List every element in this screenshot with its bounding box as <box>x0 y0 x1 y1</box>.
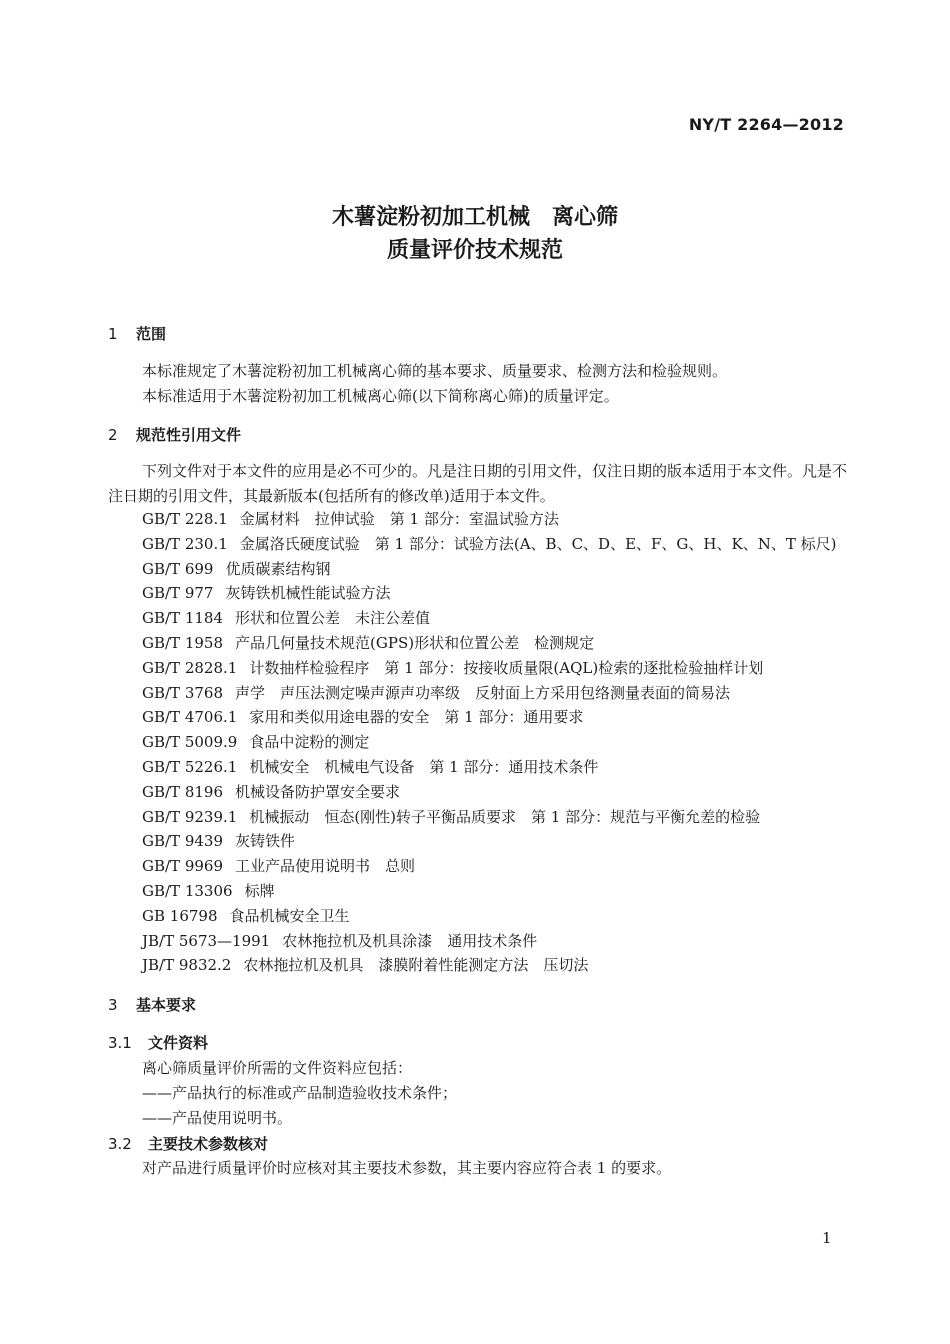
reference-item <box>142 631 836 656</box>
section-title: 规范性引用文件 <box>136 426 242 444</box>
reference-title: 食品中淀粉的测定 <box>249 733 370 752</box>
reference-code: GB/T 2828.1 <box>142 658 238 677</box>
reference-code: GB/T 230.1 <box>142 534 228 553</box>
reference-code: GB/T 1958 <box>142 633 224 652</box>
reference-item <box>142 730 836 755</box>
subsection-title: 主要技术参数核对 <box>148 1135 269 1153</box>
subsection-3-1-line: ——产品使用说明书。 <box>142 1109 293 1127</box>
reference-title: 机械安全 机械电气设备 第 1 部分：通用技术条件 <box>249 757 599 776</box>
reference-code: GB/T 5226.1 <box>142 757 238 776</box>
reference-code: GB 16798 <box>142 906 218 925</box>
reference-item <box>142 755 836 780</box>
reference-code: GB/T 9439 <box>142 832 224 851</box>
reference-title: 家用和类似用途电器的安全 第 1 部分：通用要求 <box>249 708 584 727</box>
reference-title: 声学 声压法测定噪声源声功率级 反射面上方采用包络测量表面的简易法 <box>235 683 731 702</box>
subsection-title: 文件资料 <box>148 1034 209 1052</box>
subsection-3-2-heading <box>108 1133 268 1154</box>
reference-title: 金属材料 拉伸试验 第 1 部分：室温试验方法 <box>239 510 559 528</box>
reference-title: 形状和位置公差 未注公差值 <box>235 609 431 628</box>
reference-code: GB/T 1184 <box>142 609 224 628</box>
reference-code: JB/T 5673—1991 <box>142 931 271 950</box>
section-2-intro: 下列文件对于本文件的应用是必不可少的。凡是注日期的引用文件，仅注日期的版本适用于本文件。凡是不注日期的引用文件，其最新版本(包括所有的修改单)适用于本文件。 <box>108 462 848 505</box>
section-title: 基本要求 <box>136 996 197 1014</box>
subsection-3-1-line: 离心筛质量评价所需的文件资料应包括： <box>142 1059 413 1077</box>
subsection-number: 3.1 <box>108 1034 132 1052</box>
reference-item <box>142 953 836 978</box>
document-title-line1 <box>0 200 950 231</box>
reference-title: 标牌 <box>244 881 275 900</box>
reference-list <box>142 507 836 978</box>
reference-item <box>142 929 836 954</box>
reference-item <box>142 606 836 631</box>
reference-code: GB/T 9969 <box>142 857 224 876</box>
section-title: 范围 <box>136 325 167 343</box>
reference-code: GB/T 699 <box>142 559 214 578</box>
document-title-line2: 质量评价技术规范 <box>386 238 563 263</box>
section-number: 3 <box>108 996 118 1014</box>
subsection-number: 3.2 <box>108 1135 132 1153</box>
reference-code: GB/T 228.1 <box>142 510 228 528</box>
reference-code: GB/T 9239.1 <box>142 807 238 826</box>
reference-title: 产品几何量技术规范(GPS)形状和位置公差 检测规定 <box>235 633 595 652</box>
standard-code: NY/T 2264—2012 <box>688 115 844 134</box>
reference-item <box>142 532 836 557</box>
section-2-heading <box>108 424 241 445</box>
reference-title: 机械振动 恒态(刚性)转子平衡品质要求 第 1 部分：规范与平衡允差的检验 <box>249 807 761 826</box>
reference-item <box>142 829 836 854</box>
reference-item <box>142 681 836 706</box>
section-1-paragraph: 本标准适用于木薯淀粉初加工机械离心筛(以下简称离心筛)的质量评定。 <box>142 387 619 405</box>
reference-item <box>142 656 836 681</box>
page-number: 1 <box>822 1229 832 1247</box>
reference-item <box>142 705 836 730</box>
reference-code: GB/T 5009.9 <box>142 733 238 752</box>
section-1-paragraph: 本标准规定了木薯淀粉初加工机械离心筛的基本要求、质量要求、检测方法和检验规则。 <box>142 362 728 380</box>
reference-title: 金属洛氏硬度试验 第 1 部分：试验方法(A、B、C、D、E、F、G、H、K、N、T 标尺) <box>239 534 837 553</box>
reference-title: 灰铸铁机械性能试验方法 <box>225 584 391 603</box>
reference-item <box>142 507 836 532</box>
subsection-3-2-text: 对产品进行质量评价时应核对其主要技术参数，其主要内容应符合表 1 的要求。 <box>142 1159 672 1177</box>
title-part1: 木薯淀粉初加工机械 <box>331 205 530 230</box>
reference-item <box>142 879 836 904</box>
reference-item <box>142 854 836 879</box>
reference-item <box>142 805 836 830</box>
reference-code: GB/T 4706.1 <box>142 708 238 727</box>
reference-title: 农林拖拉机及机具 漆膜附着性能测定方法 压切法 <box>243 956 589 975</box>
reference-title: 计数抽样检验程序 第 1 部分：按接收质量限(AQL)检索的逐批检验抽样计划 <box>249 658 764 677</box>
reference-item <box>142 557 836 582</box>
reference-title: 机械设备防护罩安全要求 <box>235 782 401 801</box>
reference-code: GB/T 13306 <box>142 881 233 900</box>
reference-title: 工业产品使用说明书 总则 <box>235 857 416 876</box>
reference-item <box>142 780 836 805</box>
reference-title: 农林拖拉机及机具涂漆 通用技术条件 <box>282 931 538 950</box>
section-3-heading <box>108 994 196 1015</box>
reference-code: GB/T 977 <box>142 584 214 603</box>
subsection-3-1-line: ——产品执行的标准或产品制造验收技术条件； <box>142 1084 458 1102</box>
section-number: 1 <box>108 325 118 343</box>
reference-title: 食品机械安全卫生 <box>229 906 350 925</box>
reference-code: JB/T 9832.2 <box>142 956 232 975</box>
title-part2: 离心筛 <box>552 205 619 230</box>
reference-item <box>142 904 836 929</box>
reference-title: 灰铸铁件 <box>235 832 296 851</box>
reference-title: 优质碳素结构钢 <box>225 559 331 578</box>
reference-code: GB/T 3768 <box>142 683 224 702</box>
reference-code: GB/T 8196 <box>142 782 224 801</box>
section-1-heading <box>108 323 166 344</box>
subsection-3-1-heading <box>108 1032 208 1053</box>
reference-item <box>142 581 836 606</box>
section-number: 2 <box>108 426 118 444</box>
